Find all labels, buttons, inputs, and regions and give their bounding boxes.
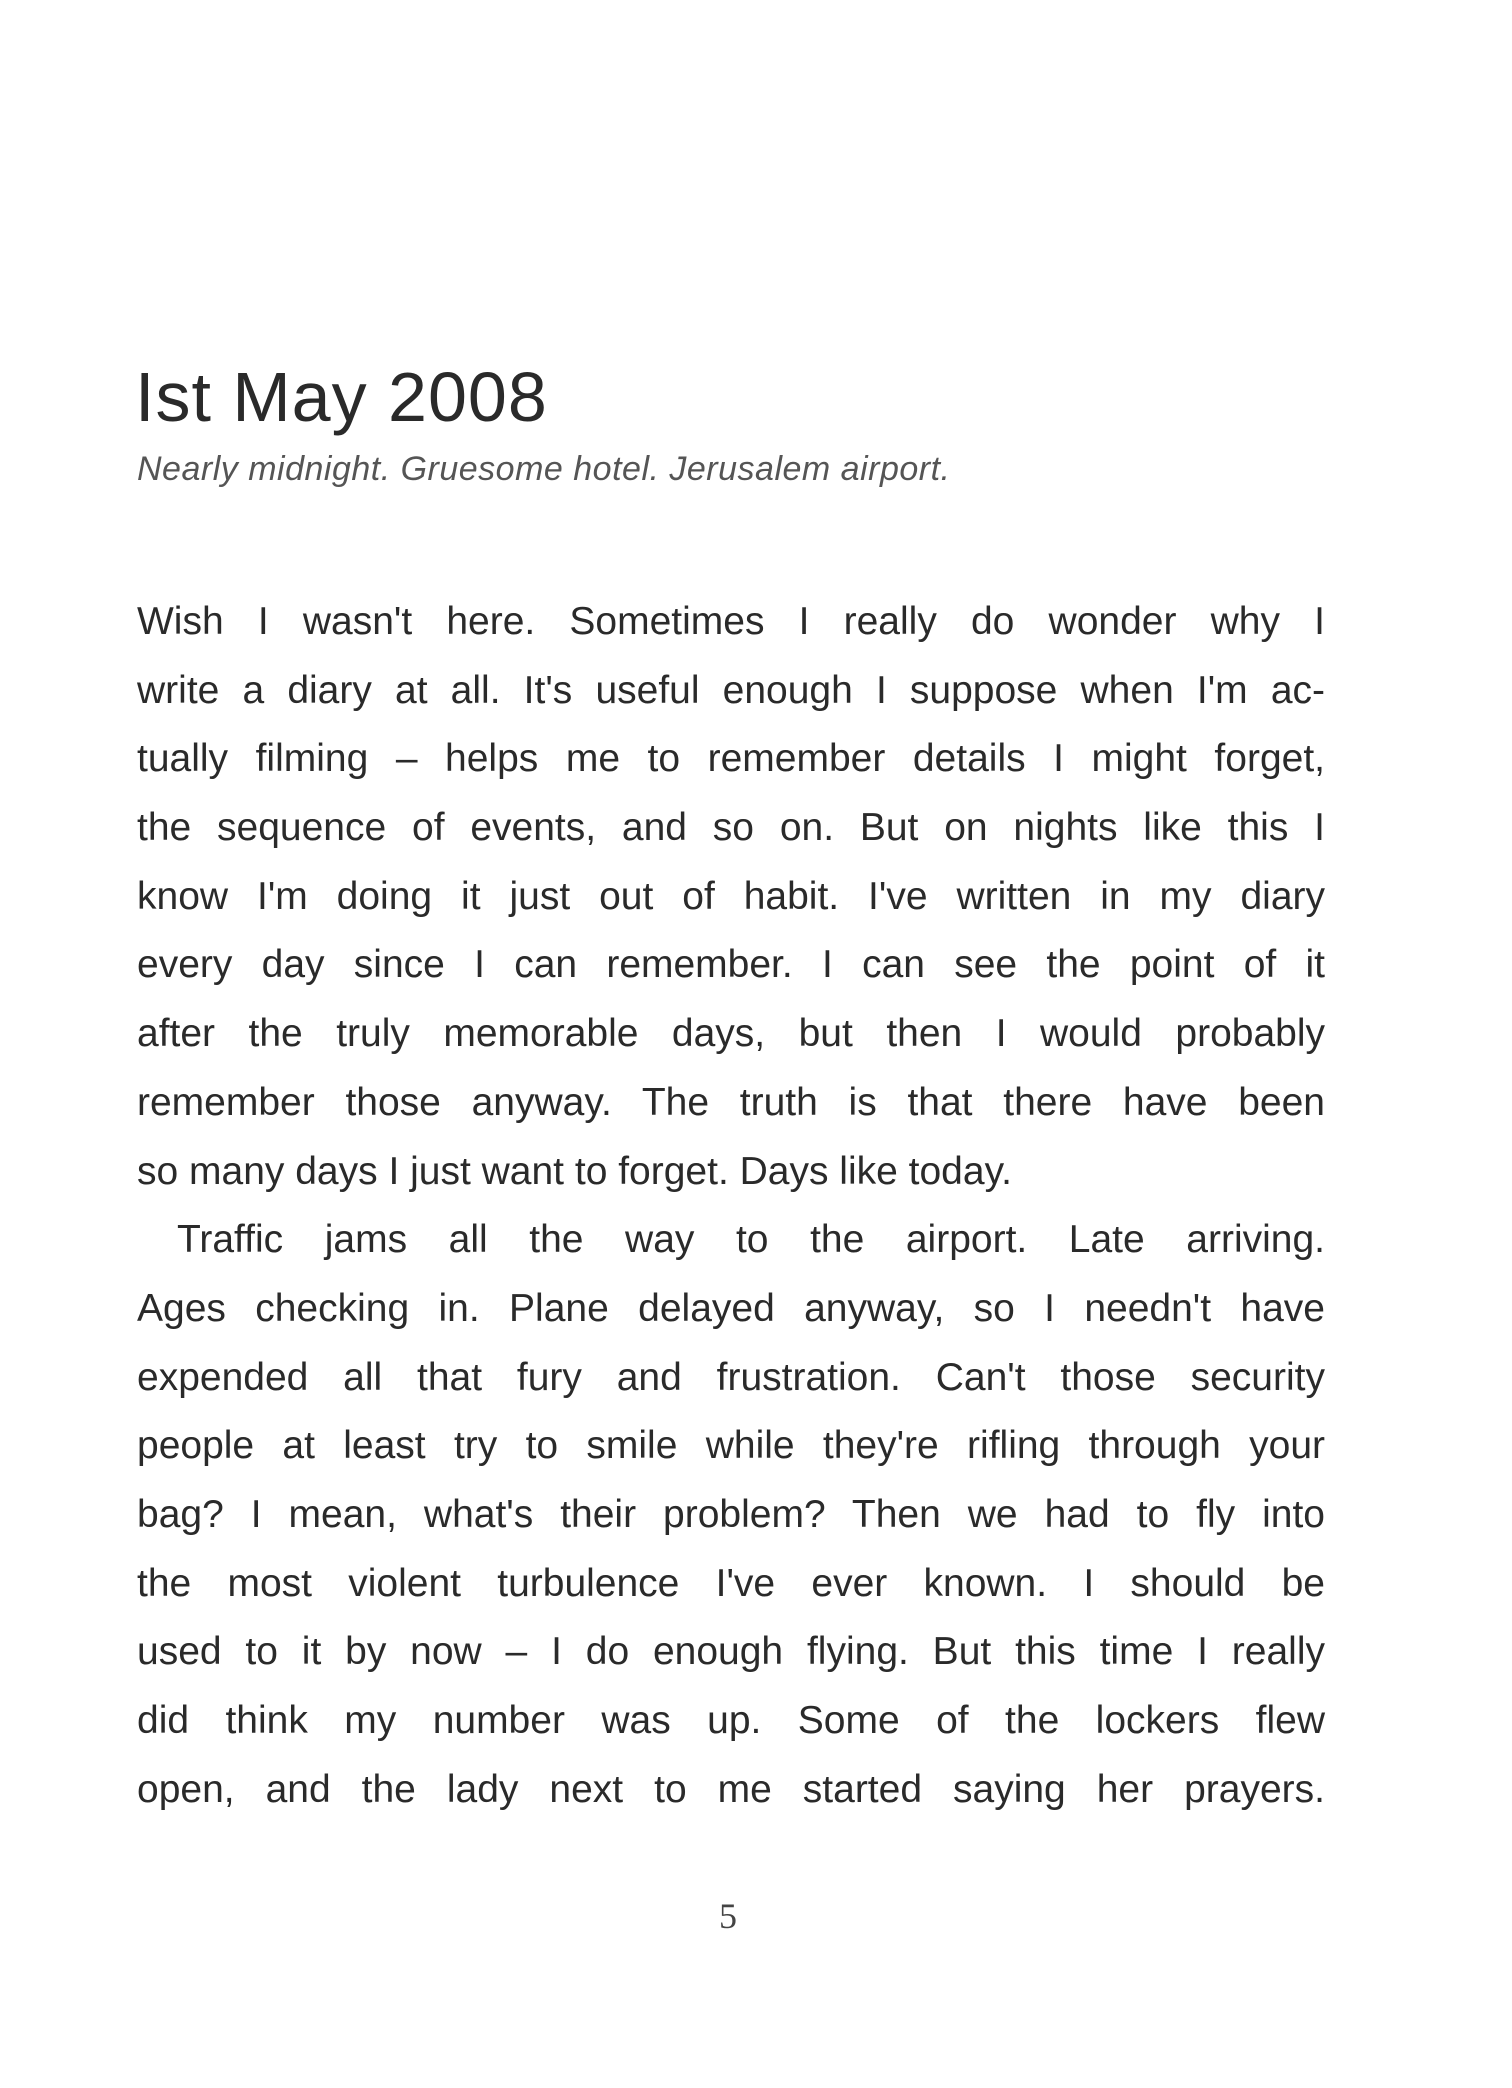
body-line: did think my number was up. Some of the lockers flew [137, 1699, 1325, 1742]
entry-title: Ist May 2008 [135, 358, 548, 436]
body-line: people at least try to smile while they're rifling through your [137, 1424, 1325, 1468]
body-line: bag? I mean, what's their problem? Then we had to fly into [137, 1492, 1325, 1536]
body-line: the most violent turbulence I've ever known. I should be [137, 1561, 1325, 1605]
body-line: used to it by now – I do enough flying. But this time I really [137, 1630, 1325, 1674]
body-line: write a diary at all. It's useful enough I suppose when I'm ac- [137, 668, 1325, 712]
body-line: Ages checking in. Plane delayed anyway, so I needn't have [137, 1286, 1325, 1330]
body-line: tually filming – helps me to remember details I might forget, [137, 737, 1325, 781]
entry-subtitle: Nearly midnight. Gruesome hotel. Jerusalem airport. [137, 450, 951, 488]
body-line: so many days I just want to forget. Days like today. [137, 1149, 1013, 1193]
body-line: Wish I wasn't here. Sometimes I really do wonder why I [137, 600, 1325, 643]
body-line: the sequence of events, and so on. But on nights like this I [137, 806, 1325, 850]
body-line: expended all that fury and frustration. Can't those security [137, 1355, 1325, 1399]
body-line: Traffic jams all the way to the airport. Late arriving. [177, 1218, 1325, 1262]
body-line: open, and the lady next to me started saying her prayers. [137, 1767, 1325, 1811]
body-line: every day since I can remember. I can see the point of it [137, 943, 1325, 987]
page-number: 5 [719, 1896, 737, 1936]
body-line: after the truly memorable days, but then I would probably [137, 1012, 1325, 1056]
entry-body [137, 588, 1325, 1824]
body-line: know I'm doing it just out of habit. I've written in my diary [137, 874, 1325, 918]
body-line: remember those anyway. The truth is that there have been [137, 1080, 1325, 1124]
